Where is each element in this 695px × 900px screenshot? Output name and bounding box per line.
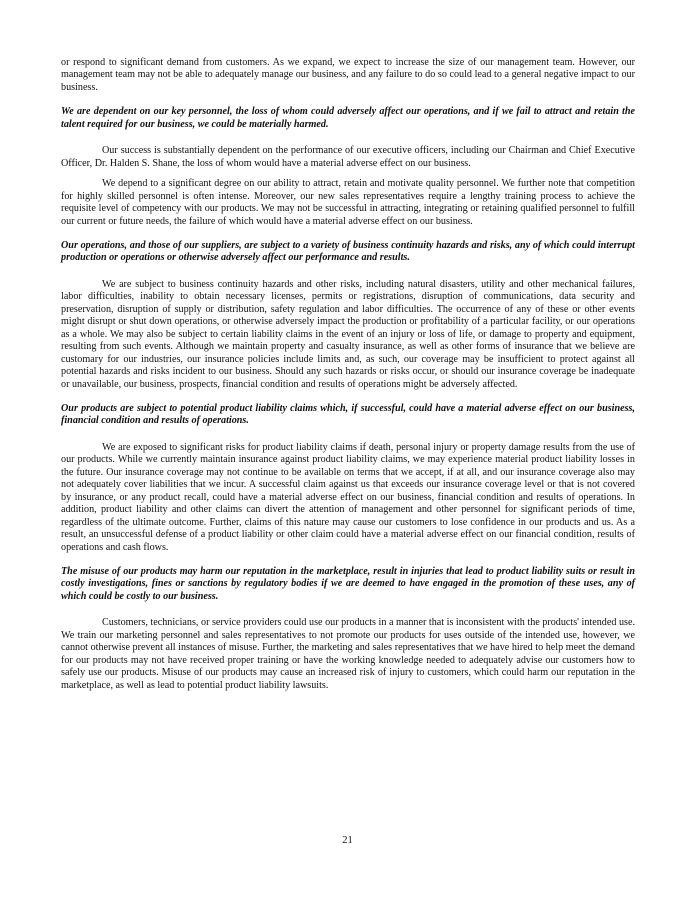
section-heading: Our operations, and those of our suppliers, are subject to a variety of business continuity hazards and risks, any of which could interrupt production or operations or otherwise adversely affect our performance and results. [61,239,635,264]
body-paragraph: or respond to significant demand from customers. As we expand, we expect to increase the size of our management team. However, our management team may not be able to adequately manage our business, and any failure to do so could lead to a general negative impact to our business. [61,57,635,93]
section-heading: The misuse of our products may harm our reputation in the marketplace, result in injuries that lead to product liability suits or result in costly investigations, fines or sanctions by regulatory bodies if we are deemed to have engaged in the promotion of these uses, any of which could be costly to our business. [61,565,635,602]
body-paragraph: Customers, technicians, or service providers could use our products in a manner that is inconsistent with the products' intended use. We train our marketing personnel and sales representatives to not promote our products for uses outside of the intended use, however, we cannot otherwise prevent all instances of misuse. Further, the marketing and sales representatives that we have hired to help meet the demand for our products may not have received proper training or have the working knowledge needed to adequately advise our customers how to safely use our products. Misuse of our products may cause an increased risk of injury to customers, which could harm our reputation in the marketplace, as well as lead to potential product liability lawsuits. [61,617,635,691]
section-heading: Our products are subject to potential product liability claims which, if successful, could have a material adverse effect on our business, financial condition and results of operations. [61,402,635,427]
document-page [61,57,635,692]
body-paragraph: We are subject to business continuity hazards and other risks, including natural disasters, utility and other mechanical failures, labor difficulties, inability to obtain necessary licenses, permits or registrations, disruption of communications, data security and preservation, disruption of supply or distribution, safety regulation and labor difficulties. The occurrence of any of these or other events might disrupt or shut down operations, or otherwise adversely impact the production or profitability of a particular facility, or our operations as a whole. We may also be subject to certain liability claims in the event of an injury or loss of life, or damage to property and equipment, resulting from such events. Although we maintain property and casualty insurance, as well as other forms of insurance that we believe are customary for our industries, our insurance policies include limits and, as such, our coverage may be insufficient to protect against all potential hazards and risks incident to our business. Should any such hazards or risks occur, or should our insurance coverage be inadequate or unavailable, our business, prospects, financial condition and results of operations might be adversely affected. [61,278,635,390]
body-paragraph: Our success is substantially dependent on the performance of our executive officers, including our Chairman and Chief Executive Officer, Dr. Halden S. Shane, the loss of whom would have a material adverse effect on our business. [61,145,635,169]
body-paragraph: We are exposed to significant risks for product liability claims if death, personal injury or property damage results from the use of our products. While we currently maintain insurance against product liability claims, we may experience material product liability losses in the future. Our insurance coverage may not continue to be available on terms that we accept, if at all, and our insurance coverage also may not adequately cover liabilities that we incur. A successful claim against us that exceeds our insurance coverage level or that is not covered by insurance, or any product recall, could have a material adverse effect on our business, financial condition and results of operations. In addition, product liability and other claims can divert the attention of management and other personnel for significant periods of time, regardless of the ultimate outcome. Further, claims of this nature may cause our customers to lose confidence in our products and us. As a result, an unsuccessful defense of a product liability or other claim could have a material adverse effect on our financial condition, results of operations and cash flows. [61,441,635,553]
page-number: 21 [342,835,353,846]
body-paragraph: We depend to a significant degree on our ability to attract, retain and motivate quality personnel. We further note that competition for highly skilled personnel is often intense. Moreover, our new sales representatives require a lengthy training process to achieve the requisite level of competency with our products. We may not be successful in attracting, integrating or retaining qualified personnel to fulfill our current or future needs, the failure of which would have a material adverse effect on our business. [61,178,635,227]
section-heading: We are dependent on our key personnel, the loss of whom could adversely affect our operations, and if we fail to attract and retain the talent required for our business, we could be materially harmed. [61,106,635,130]
